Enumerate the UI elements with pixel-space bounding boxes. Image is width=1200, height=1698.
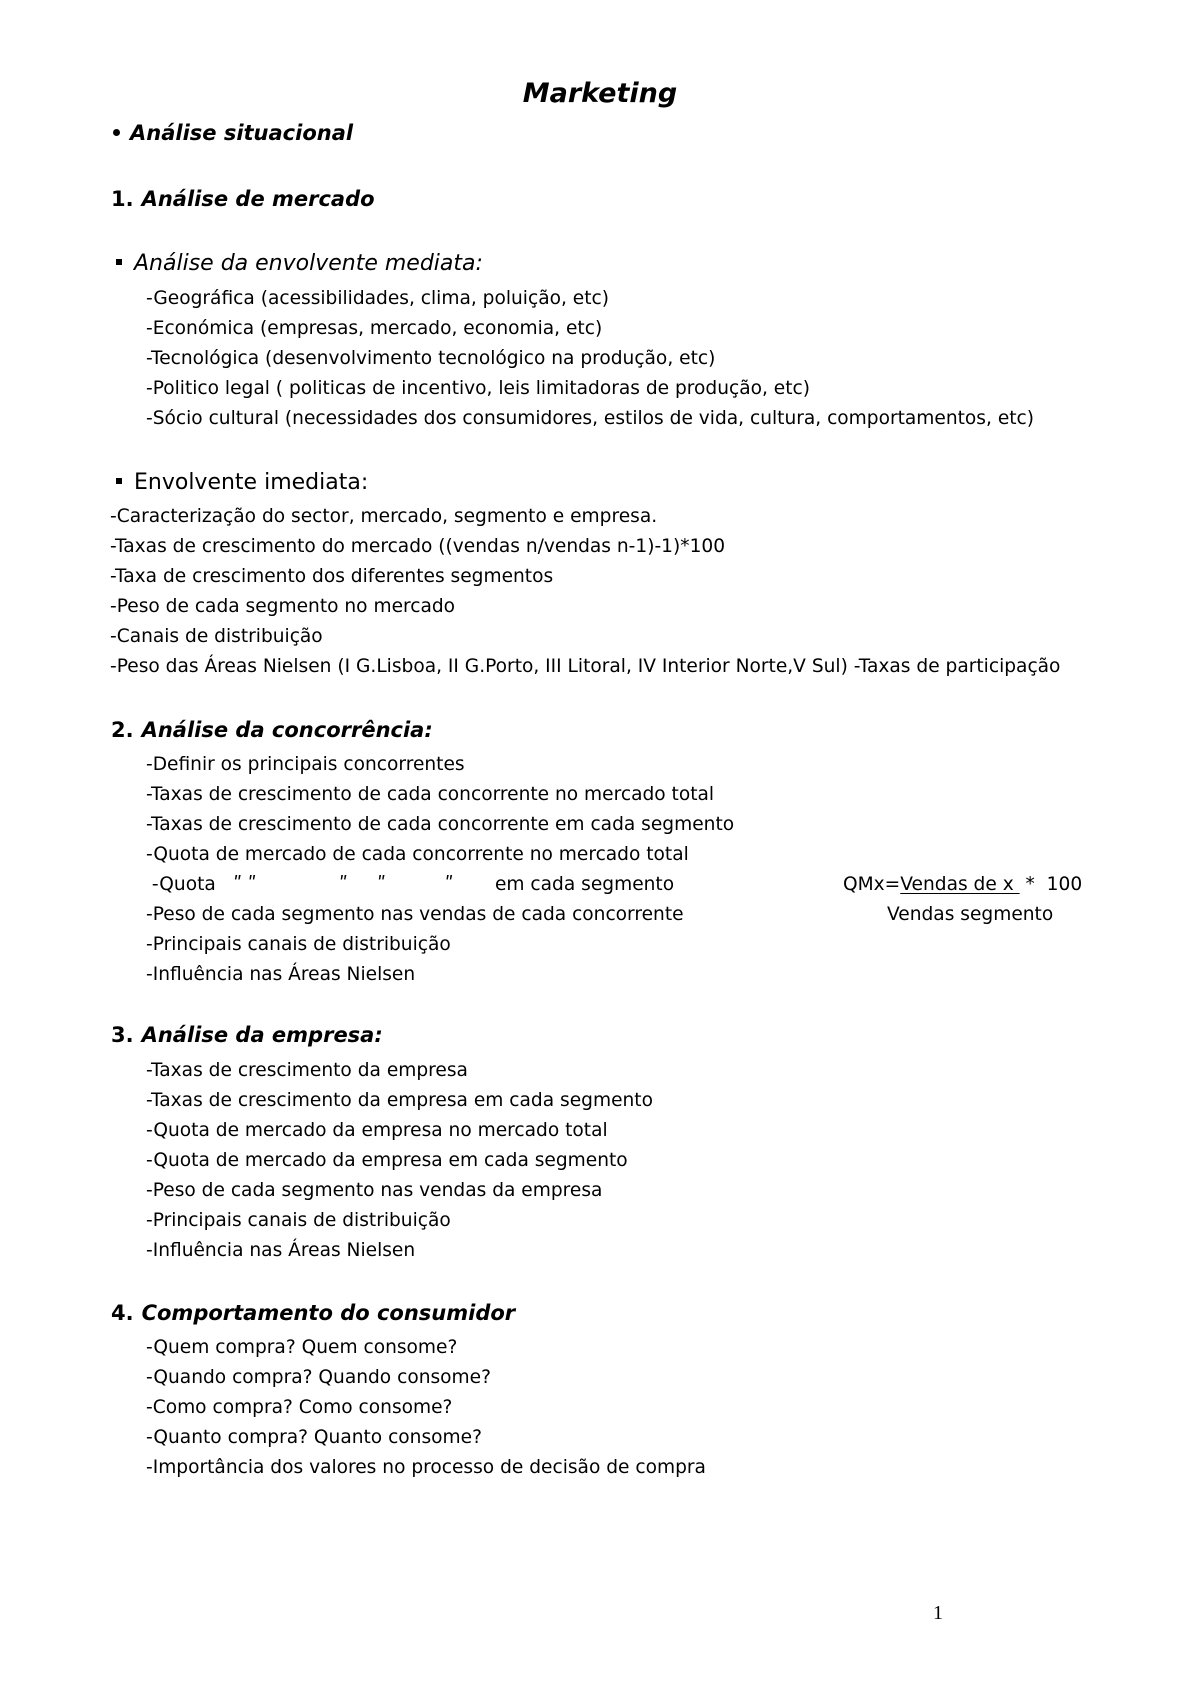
- mediata-heading: [116, 251, 483, 276]
- section-2-title: Análise da concorrência:: [141, 718, 433, 742]
- list-item: -Principais canais de distribuição: [146, 934, 451, 955]
- list-item: -Geográfica (acessibilidades, clima, poluição, etc): [146, 288, 609, 309]
- mediata-title: Análise da envolvente mediata:: [134, 251, 483, 276]
- list-item: -Taxas de crescimento de cada concorrente em cada segmento: [146, 814, 735, 835]
- list-item: -Peso de cada segmento nas vendas da empresa: [146, 1180, 603, 1201]
- list-item: -Económica (empresas, mercado, economia, etc): [146, 318, 603, 339]
- section-4-number: 4.: [111, 1301, 134, 1325]
- list-item: -Definir os principais concorrentes: [146, 754, 465, 775]
- list-item: -Sócio cultural (necessidades dos consumidores, estilos de vida, cultura, comportamentos, etc): [146, 408, 1035, 429]
- section-3-title: Análise da empresa:: [141, 1023, 383, 1047]
- competition-list: [146, 750, 1083, 990]
- imediata-heading: [116, 470, 368, 495]
- qmx-suffix: * 100: [1019, 874, 1083, 895]
- qmx-formula: [843, 870, 1082, 900]
- bullet-square-icon: [116, 259, 122, 265]
- company-list: [146, 1056, 653, 1266]
- list-item: -Peso das Áreas Nielsen (I G.Lisboa, II G.Porto, III Litoral, IV Interior Norte,V Sul) -Taxas de participação: [110, 656, 1061, 677]
- list-item: -Taxa de crescimento dos diferentes segmentos: [110, 566, 554, 587]
- list-item: -Canais de distribuição: [110, 626, 323, 647]
- imediata-title: Envolvente imediata:: [134, 470, 369, 495]
- list-item: -Quem compra? Quem consome?: [146, 1337, 458, 1358]
- section-3-number: 3.: [111, 1023, 134, 1047]
- list-item: -Taxas de crescimento de cada concorrente no mercado total: [146, 784, 715, 805]
- quota-segment-text: -Quota ʺ ʺ ʺ ʺ ʺ em cada segmento: [146, 874, 675, 895]
- qmx-denominator: Vendas segmento: [887, 904, 1054, 925]
- section-2-number: 2.: [111, 718, 134, 742]
- section-3-heading: [111, 1023, 383, 1047]
- list-item: -Caracterização do sector, mercado, segmento e empresa.: [110, 506, 658, 527]
- section-2-heading: [111, 718, 433, 742]
- list-item: -Principais canais de distribuição: [146, 1210, 451, 1231]
- qmx-prefix: QMx=: [843, 874, 901, 895]
- situational-analysis-heading: [113, 121, 353, 145]
- section-4-title: Comportamento do consumidor: [141, 1301, 516, 1325]
- list-item: -Como compra? Como consome?: [146, 1397, 453, 1418]
- section-4-heading: [111, 1301, 515, 1325]
- list-item: -Tecnológica (desenvolvimento tecnológico na produção, etc): [146, 348, 716, 369]
- mediata-list: [146, 284, 1034, 434]
- list-item: -Quando compra? Quando consome?: [146, 1367, 491, 1388]
- list-item: -Peso de cada segmento no mercado: [110, 596, 456, 617]
- situational-analysis-label: Análise situacional: [130, 121, 354, 145]
- consumer-list: [146, 1333, 706, 1483]
- list-item: -Taxas de crescimento da empresa em cada segmento: [146, 1090, 653, 1111]
- section-1-number: 1.: [111, 187, 134, 211]
- list-item: -Taxas de crescimento do mercado ((vendas n/vendas n-1)-1)*100: [110, 536, 726, 557]
- section-1-heading: [111, 187, 375, 211]
- bullet-dot-icon: [113, 129, 120, 136]
- list-item: -Politico legal ( politicas de incentivo, leis limitadoras de produção, etc): [146, 378, 811, 399]
- list-item: -Quota de mercado de cada concorrente no mercado total: [146, 844, 689, 865]
- list-item: -Importância dos valores no processo de decisão de compra: [146, 1457, 706, 1478]
- page-number: 1: [933, 1602, 943, 1624]
- section-1-title: Análise de mercado: [141, 187, 375, 211]
- list-item: -Quota de mercado da empresa no mercado total: [146, 1120, 608, 1141]
- list-item: -Quanto compra? Quanto consome?: [146, 1427, 482, 1448]
- imediata-list: [110, 502, 1060, 682]
- list-item: -Influência nas Áreas Nielsen: [146, 964, 416, 985]
- bullet-square-icon: [116, 478, 122, 484]
- list-item: -Peso de cada segmento nas vendas de cada concorrente: [146, 904, 684, 925]
- list-item: -Quota de mercado da empresa em cada segmento: [146, 1150, 628, 1171]
- document-title: Marketing: [522, 78, 678, 109]
- list-item: -Taxas de crescimento da empresa: [146, 1060, 468, 1081]
- list-item: -Influência nas Áreas Nielsen: [146, 1240, 416, 1261]
- qmx-numerator: Vendas de x: [900, 874, 1020, 895]
